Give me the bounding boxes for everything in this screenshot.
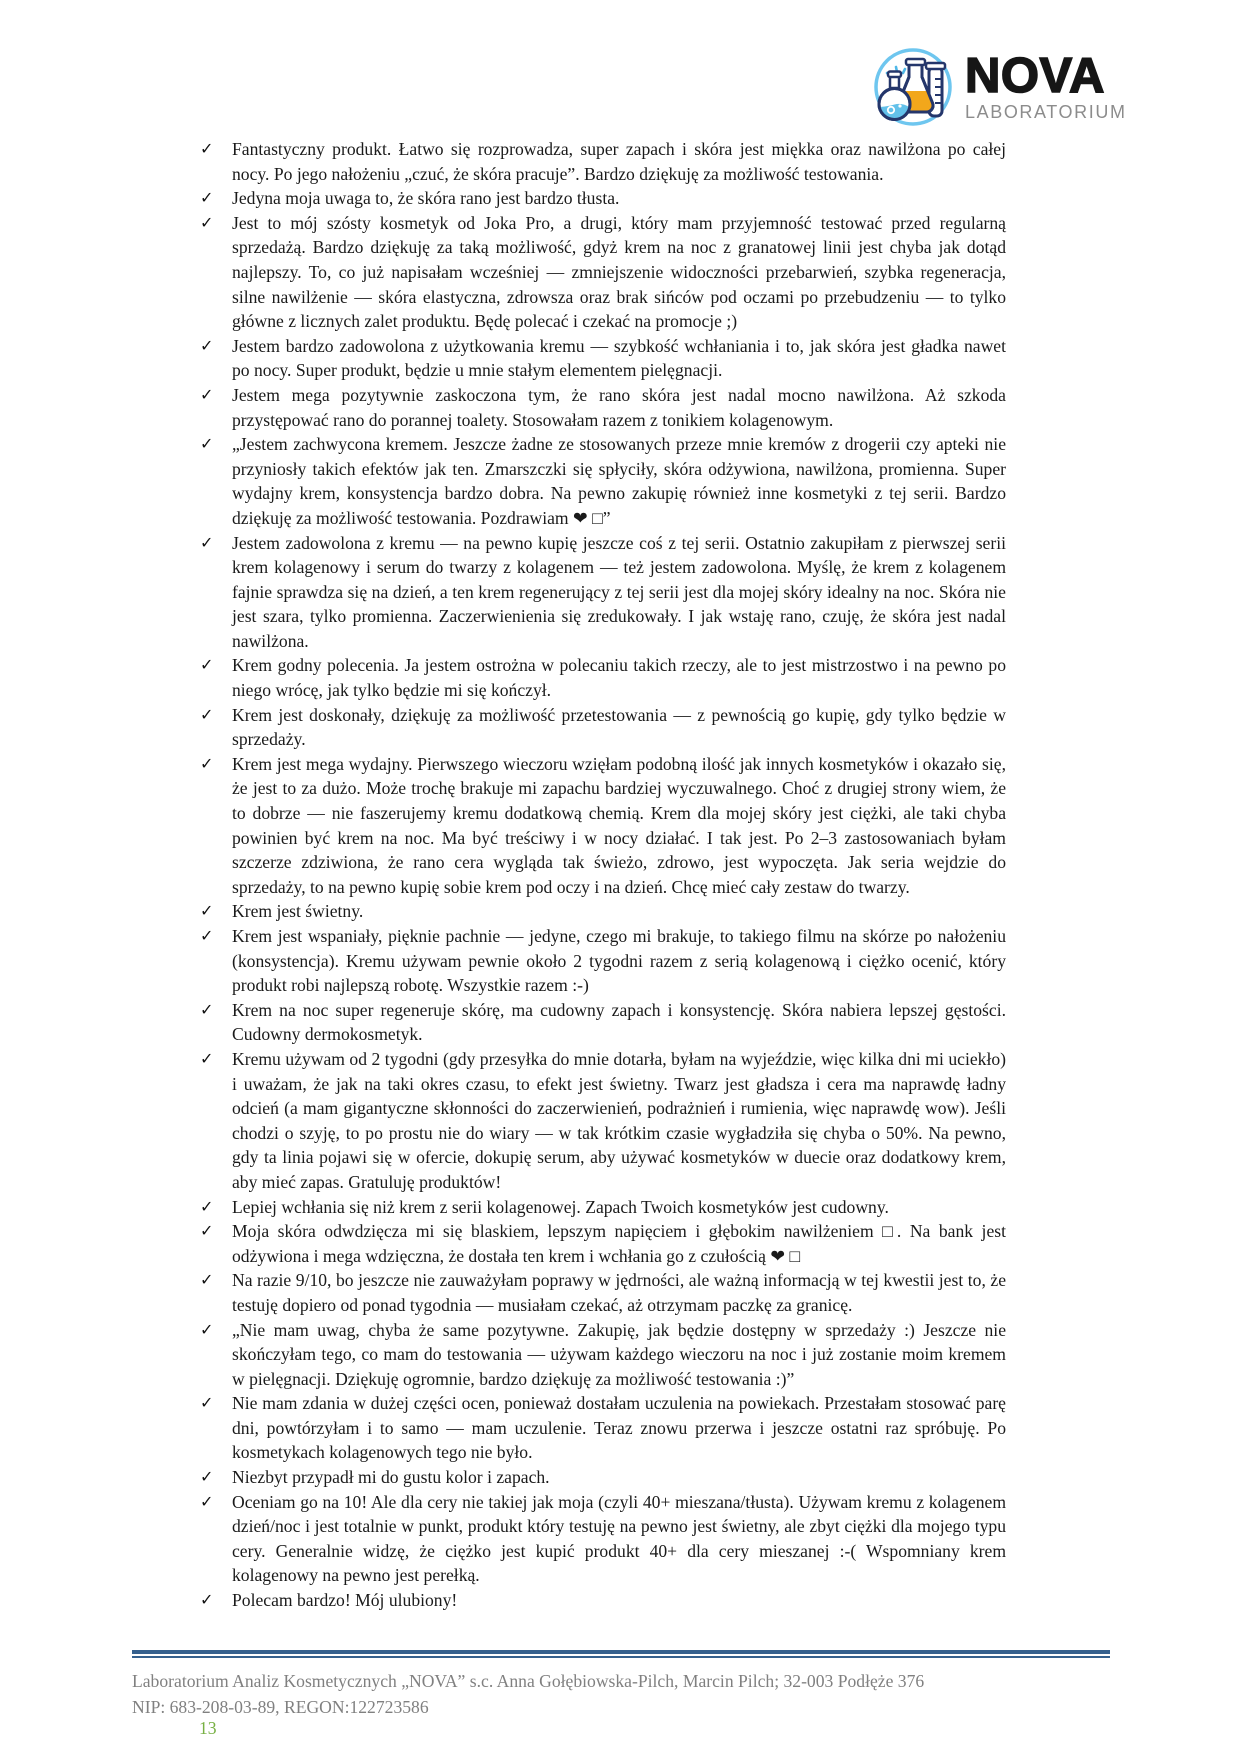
review-list-item (200, 334, 1006, 383)
review-text: Na razie 9/10, bo jeszcze nie zauważyłam poprawy w jędrności, ale ważną informacją w tej kwestii jest to, że testuję dopiero od ponad tygodnia — musiałam czekać, aż otrzymam paczkę za granicę. (232, 1270, 1006, 1315)
review-text: Jestem mega pozytywnie zaskoczona tym, że rano skóra jest nadal mocno nawilżona. Aż szkoda przystępować rano do porannej toalety. Stosowałam razem z tonikiem kolagenowym. (232, 384, 1006, 430)
review-list-item (200, 1219, 1006, 1268)
footer-registration-line: NIP: 683-208-03-89, REGON:122723586 (132, 1697, 429, 1717)
review-text: Jest to mój szósty kosmetyk od Joka Pro, a drugi, który mam przyjemność testować przed regularną sprzedażą. Bardzo dziękuję za taką możliwość, gdyż krem na noc z granatowej linii jest chyba jak dotąd najlepszy. To, co już napisałam wcześniej — zmniejszenie widoczności przebarwień, szybka regeneracja, silne nawilżenie — skóra elastyczna, zdrowsza oraz brak sińców pod oczami po przebudzeniu — to tylko główne z licznych zalet produktu. Będę polecać i czekać na promocje ;) (232, 212, 1006, 332)
footer-divider-thin-line (132, 1656, 1110, 1658)
checkmark-icon: ✓ (200, 335, 214, 355)
review-list-item (200, 752, 1006, 900)
checkmark-icon: ✓ (200, 1491, 214, 1511)
review-list-item (200, 211, 1006, 334)
checkmark-icon: ✓ (200, 1319, 214, 1339)
review-text: Krem godny polecenia. Ja jestem ostrożna w polecaniu takich rzeczy, ale to jest mistrzostwo i na pewno po niego wrócę, jak tylko będzie mi się kończył. (232, 655, 1006, 701)
footer-divider (132, 1650, 1110, 1658)
review-list-item (200, 998, 1006, 1047)
review-text: Krem jest mega wydajny. Pierwszego wieczoru wzięłam podobną ilość jak innych kosmetyków i okazało się, że jest to za dużo. Może trochę brakuje mi zapachu bardziej wyczuwalnego. Choć z drugiej strony wiem, że to dobrze — nie faszerujemy kremu dodatkową chemią. Krem dla mojej skóry jest ciężki, ale taki chyba powinien być krem na noc. Ma być treściwy i w nocy działać. I tak jest. Po 2–3 zastosowaniach byłam szczerze zdziwiona, że rano cera wygląda tak świeżo, zdrowo, jest wypoczęta. Jak seria wejdzie do sprzedaży, to na pewno kupię sobie krem pod oczy i na dzień. Chcę mieć cały zestaw do twarzy. (232, 753, 1006, 897)
review-list-item (200, 186, 1006, 211)
logo-name: NOVA (965, 48, 1105, 103)
review-text: Fantastyczny produkt. Łatwo się rozprowadza, super zapach i skóra jest miękka oraz nawilżona po całej nocy. Po jego nałożeniu „czuć, że skóra pracuje”. Bardzo dziękuję za możliwość testowania. (232, 139, 1006, 184)
review-text: Niezbyt przypadł mi do gustu kolor i zapach. (232, 1467, 550, 1488)
checkmark-icon: ✓ (200, 212, 214, 232)
review-text: Jestem zadowolona z kremu — na pewno kupię jeszcze coś z tej serii. Ostatnio zakupiłam z pierwszej serii krem kolagenowy i serum do twarzy z kolagenem — też jestem zadowolona. Myślę, że krem z kolagenem fajnie sprawdza się na dzień, a ten krem regenerujący z tej serii jest dla mojej skóry idealny na noc. Skóra nie jest szara, tylko promienna. Zaczerwienienia się zredukowały. I jak wstaję rano, czuję, że skóra jest nadal nawilżona. (232, 532, 1006, 651)
review-text: Krem jest wspaniały, pięknie pachnie — jedyne, czego mi brakuje, to takiego filmu na skórze po nałożeniu (konsystencja). Kremu używam pewnie około 2 tygodni razem z serią kolagenową i ciężko ocenić, który produkt robi najlepszą robotę. Wszystkie razem :-) (232, 926, 1006, 996)
review-list-item (200, 1047, 1006, 1195)
review-text: Moja skóra odwdzięcza mi się blaskiem, lepszym napięciem i głębokim nawilżeniem □. Na bank jest odżywiona i mega wdzięczna, że dostała ten krem i wchłania go z czułością ❤ □ (232, 1221, 1006, 1266)
checkmark-icon: ✓ (200, 655, 214, 675)
checkmark-icon: ✓ (200, 1590, 214, 1610)
checkmark-icon: ✓ (200, 999, 214, 1019)
review-text: Krem na noc super regeneruje skórę, ma cudowny zapach i konsystencję. Skóra nabiera lepszej gęstości. Cudowny dermokosmetyk. (232, 999, 1006, 1045)
review-text: Oceniam go na 10! Ale dla cery nie takiej jak moja (czyli 40+ mieszana/tłusta). Używam kremu z kolagenem dzień/noc i jest totalnie w punkt, produkt który testuję na pewno jest świetny, ale zbyt ciężki dla mojego typu cery. Generalnie widzę, że ciężko jest kupić produkt 40+ dla cery mieszanej :-( Wspomniany krem kolagenowy na pewno jest perełką. (232, 1491, 1006, 1586)
checkmark-icon: ✓ (200, 139, 214, 158)
review-list-item (200, 1318, 1006, 1392)
review-list-item (200, 703, 1006, 752)
footer-company-line: Laboratorium Analiz Kosmetycznych „NOVA” s.c. Anna Gołębiowska-Pilch, Marcin Pilch; 32-003 Podłęże 376 (132, 1671, 925, 1691)
checkmark-icon: ✓ (200, 384, 214, 404)
checkmark-icon: ✓ (200, 1048, 214, 1068)
review-text: Polecam bardzo! Mój ulubiony! (232, 1590, 458, 1611)
checkmark-icon: ✓ (200, 434, 214, 454)
review-list-item (200, 1268, 1006, 1317)
review-list-item (200, 924, 1006, 998)
checkmark-icon: ✓ (200, 188, 214, 208)
review-list-item (200, 1588, 1006, 1613)
review-text: Krem jest doskonały, dziękuję za możliwość przetestowania — z pewnością go kupię, gdy tylko będzie w sprzedaży. (232, 704, 1006, 750)
review-text: Jestem bardzo zadowolona z użytkowania kremu — szybkość wchłaniania i to, jak skóra jest gładka nawet po nocy. Super produkt, będzie u mnie stałym elementem pielęgnacji. (232, 335, 1006, 381)
footer-company-info (132, 1668, 1112, 1720)
review-text: Krem jest świetny. (232, 901, 364, 922)
review-text: Lepiej wchłania się niż krem z serii kolagenowej. Zapach Twoich kosmetyków jest cudowny. (232, 1196, 889, 1217)
review-list-item (200, 137, 1006, 186)
checkmark-icon: ✓ (200, 1467, 214, 1487)
checkmark-icon: ✓ (200, 753, 214, 773)
checkmark-icon: ✓ (200, 704, 214, 724)
reviews-list (200, 137, 1006, 1613)
checkmark-icon: ✓ (200, 1270, 214, 1290)
review-list-item (200, 1195, 1006, 1220)
checkmark-icon: ✓ (200, 901, 214, 921)
logo-subtitle: LABORATORIUM (965, 101, 1127, 122)
review-text: „Jestem zachwycona kremem. Jeszcze żadne ze stosowanych przeze mnie kremów z drogerii czy apteki nie przyniosły takich efektów jak ten. Zmarszczki się spłyciły, skóra odżywiona, nawilżona, promienna. Super wydajny krem, konsystencja bardzo dobra. Na pewno zakupię również inne kosmetyki z tej serii. Bardzo dziękuję za możliwość testowania. Pozdrawiam ❤ □” (232, 434, 1006, 528)
lab-flasks-icon (872, 44, 958, 128)
review-list-item (200, 653, 1006, 702)
review-text: Nie mam zdania w dużej części ocen, ponieważ dostałam uczulenia na powiekach. Przestałam stosować parę dni, powtórzyłam i to samo — mam uczulenie. Teraz znowu przerwa i jeszcze ostatni raz spróbuję. Po kosmetykach kolagenowych tego nie było. (232, 1393, 1006, 1463)
review-list-item (200, 1490, 1006, 1588)
checkmark-icon: ✓ (200, 1221, 214, 1241)
review-list-item (200, 899, 1006, 924)
review-list-item (200, 1391, 1006, 1465)
review-list-item (200, 531, 1006, 654)
checkmark-icon: ✓ (200, 532, 214, 552)
review-list-item (200, 383, 1006, 432)
page-number: 13 (199, 1718, 217, 1738)
review-list-item (200, 1465, 1006, 1490)
logo-text (965, 48, 1127, 122)
review-list-item (200, 432, 1006, 530)
review-text: „Nie mam uwag, chyba że same pozytywne. Zakupię, jak będzie dostępny w sprzedaży :) Jeszcze nie skończyłam tego, co mam do testowania — używam każdego wieczoru na noc i już zostanie moim kremem w pielęgnacji. Dziękuję ogromnie, bardzo dziękuję za możliwość testowania :)” (232, 1319, 1006, 1389)
checkmark-icon: ✓ (200, 1393, 214, 1413)
checkmark-icon: ✓ (200, 1196, 214, 1216)
review-text: Jedyna moja uwaga to, że skóra rano jest bardzo tłusta. (232, 188, 620, 209)
review-text: Kremu używam od 2 tygodni (gdy przesyłka do mnie dotarła, byłam na wyjeździe, więc kilka dni mi uciekło) i uważam, że jak na taki okres czasu, to efekt jest świetny. Twarz jest gładsza i cera ma naprawdę ładny odcień (a mam gigantyczne skłonności do zaczerwienień, podrażnień i rumienia, więc naprawdę wow). Jeśli chodzi o szyję, to po prostu nie do wiary — w tak krótkim czasie wygładziła się chyba o 50%. Na pewno, gdy ta linia pojawi się w ofercie, dokupię serum, aby używać kosmetyków w duecie oraz dodatkowy krem, aby mieć zapas. Gratuluję produktów! (232, 1048, 1006, 1192)
nova-laboratorium-logo (872, 44, 1127, 128)
checkmark-icon: ✓ (200, 926, 214, 945)
